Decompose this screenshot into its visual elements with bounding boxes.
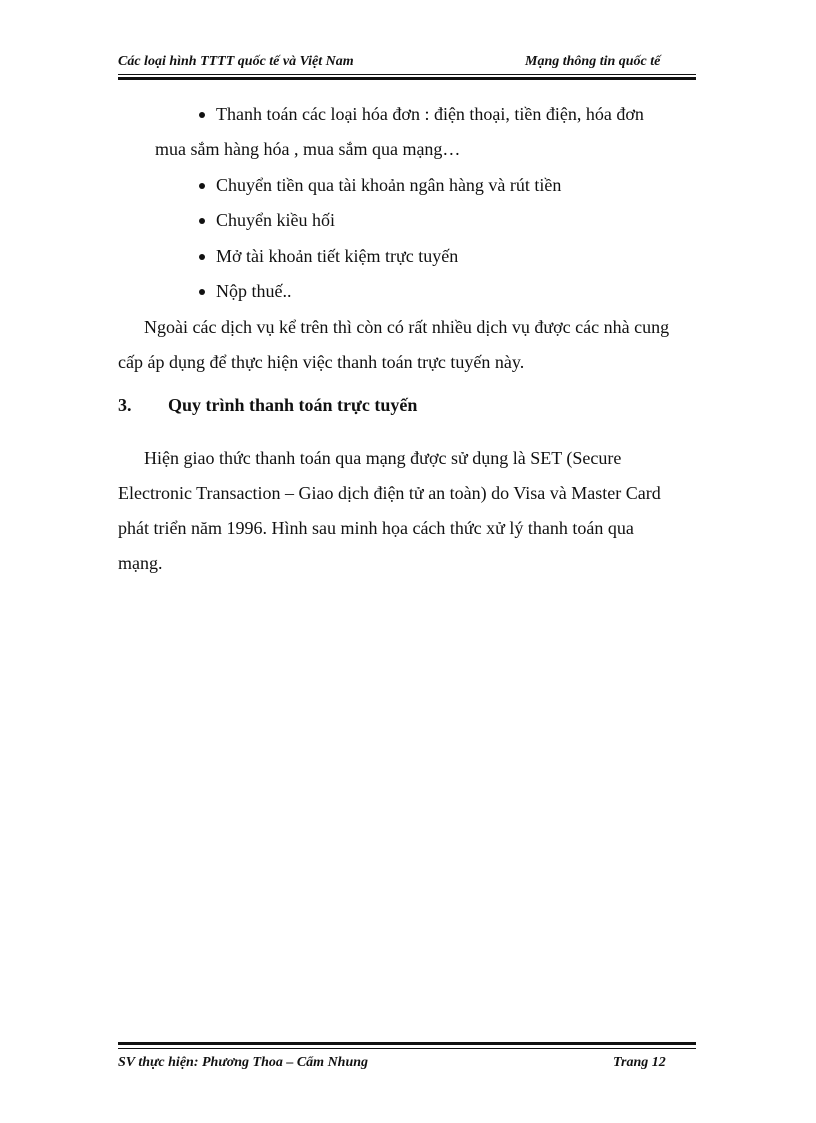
bullet-item-bills: Thanh toán các loại hóa đơn : điện thoại, tiền điện, hóa đơn	[216, 104, 644, 124]
bullet-item-bills-continued: mua sắm hàng hóa , mua sắm qua mạng…	[155, 139, 461, 159]
bullet-dot	[199, 289, 205, 295]
paragraph-line: Hiện giao thức thanh toán qua mạng được sử dụng là SET (Secure	[144, 448, 622, 468]
bullet-dot	[199, 218, 205, 224]
paragraph-line: Electronic Transaction – Giao dịch điện tử an toàn) do Visa và Master Card	[118, 483, 661, 503]
footer-authors: SV thực hiện: Phương Thoa – Cẩm Nhung	[118, 1055, 369, 1070]
page-header	[118, 54, 696, 71]
bullet-dot	[199, 112, 205, 118]
header-section-title: Mạng thông tin quốc tế	[525, 54, 661, 69]
section-title: Quy trình thanh toán trực tuyến	[168, 395, 418, 415]
paragraph-line: phát triển năm 1996. Hình sau minh họa cách thức xử lý thanh toán qua	[118, 518, 634, 538]
page-footer	[118, 1055, 696, 1073]
paragraph-line: mạng.	[118, 553, 163, 573]
bullet-item-savings: Mở tài khoản tiết kiệm trực tuyến	[216, 246, 459, 266]
paragraph-line: Ngoài các dịch vụ kể trên thì còn có rất nhiều dịch vụ được các nhà cung	[144, 317, 670, 337]
bullet-item-transfer: Chuyển tiền qua tài khoản ngân hàng và rút tiền	[216, 175, 562, 195]
header-doc-title: Các loại hình TTTT quốc tế và Việt Nam	[118, 54, 354, 69]
section-number: 3.	[118, 395, 132, 415]
footer-rule-thick	[118, 1042, 696, 1045]
page-number: Trang 12	[613, 1055, 666, 1070]
bullet-dot	[199, 254, 205, 260]
header-rule-thin	[118, 74, 696, 75]
paragraph-line: cấp áp dụng để thực hiện việc thanh toán trực tuyến này.	[118, 352, 525, 372]
bullet-item-tax: Nộp thuế..	[216, 281, 292, 301]
footer-rule-thin	[118, 1048, 696, 1049]
bullet-dot	[199, 183, 205, 189]
bullet-item-remittance: Chuyển kiều hối	[216, 210, 335, 230]
header-rule-thick	[118, 77, 696, 80]
